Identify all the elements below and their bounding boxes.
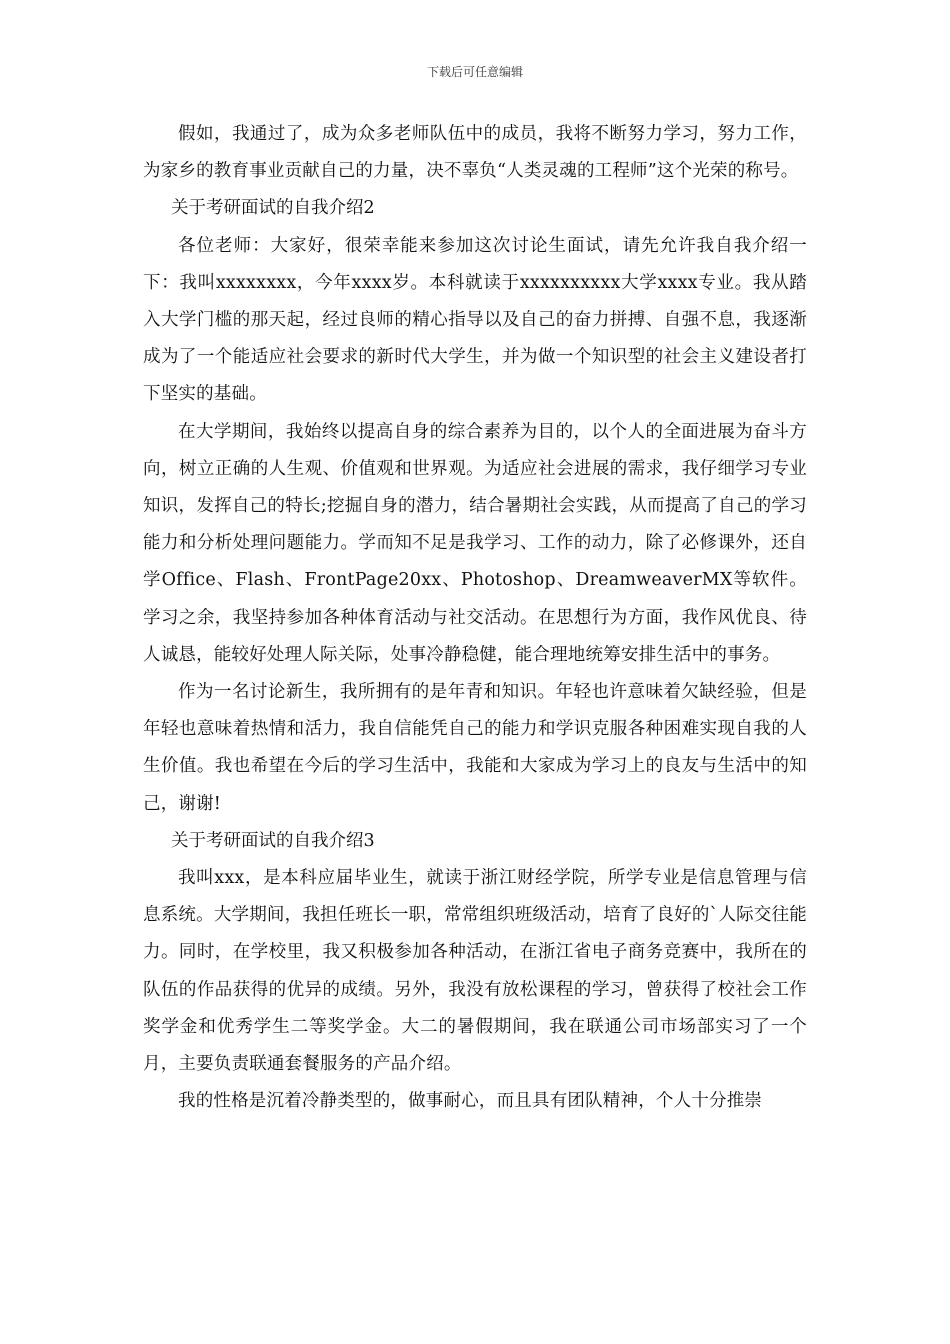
paragraph-4: 作为一名讨论新生，我所拥有的是年青和知识。年轻也许意味着欠缺经验，但是年轻也意味着热情和活力，我自信能凭自己的能力和学识克服各种困难实现自我的人生价值。我也希望在今后的学习生活中，我能和大家成为学习上的良友与生活中的知己，谢谢! (143, 682, 807, 814)
paragraph-3: 在大学期间，我始终以提高自身的综合素养为目的，以个人的全面进展为奋斗方向，树立正确的人生观、价值观和世界观。为适应社会进展的需求，我仔细学习专业知识，发挥自己的特长;挖掘自身的潜力，结合暑期社会实践，从而提高了自己的学习能力和分析处理问题能力。学而知不足是我学习、工作的动力，除了必修课外，还自学Office、Flash、FrontPage20xx、Photoshop、DreamweaverMX等软件。学习之余，我坚持参加各种体育活动与社交活动。在思想行为方面，我作风优良、待人诚恳，能较好处理人际关际，处事冷静稳健，能合理地统筹安排生活中的事务。 (143, 421, 807, 665)
paragraph-1: 假如，我通过了，成为众多老师队伍中的成员，我将不断努力学习，努力工作，为家乡的教育事业贡献自己的力量，决不辜负“人类灵魂的工程师”这个光荣的称号。 (143, 124, 807, 182)
document-body (143, 116, 807, 1120)
paragraph-5: 我叫xxx，是本科应届毕业生，就读于浙江财经学院，所学专业是信息管理与信息系统。大学期间，我担任班长一职，常常组织班级活动，培育了良好的`人际交往能力。同时，在学校里，我又积极参加各种活动，在浙江省电子商务竞赛中，我所在的队伍的作品获得的优异的成绩。另外，我没有放松课程的学习，曾获得了校社会工作奖学金和优秀学生二等奖学金。大二的暑假期间，我在联通公司市场部实习了一个月，主要负责联通套餐服务的产品介绍。 (143, 868, 807, 1075)
paragraph-2: 各位老师：大家好，很荣幸能来参加这次讨论生面试，请先允许我自我介绍一下：我叫xxxxxxxx，今年xxxx岁。本科就读于xxxxxxxxxx大学xxxx专业。我从踏入大学门槛的那天起，经过良师的精心指导以及自己的奋力拼搏、自强不息，我逐渐成为了一个能适应社会要求的新时代大学生，并为做一个知识型的社会主义建设者打下坚实的基础。 (143, 235, 807, 405)
page-header-note: 下载后可任意编辑 (426, 65, 523, 79)
paragraph-6: 我的性格是沉着冷静类型的，做事耐心，而且具有团队精神，个人十分推崇 (178, 1091, 763, 1112)
section-heading-3: 关于考研面试的自我介绍3 (171, 830, 375, 851)
section-heading-2: 关于考研面试的自我介绍2 (171, 198, 375, 219)
